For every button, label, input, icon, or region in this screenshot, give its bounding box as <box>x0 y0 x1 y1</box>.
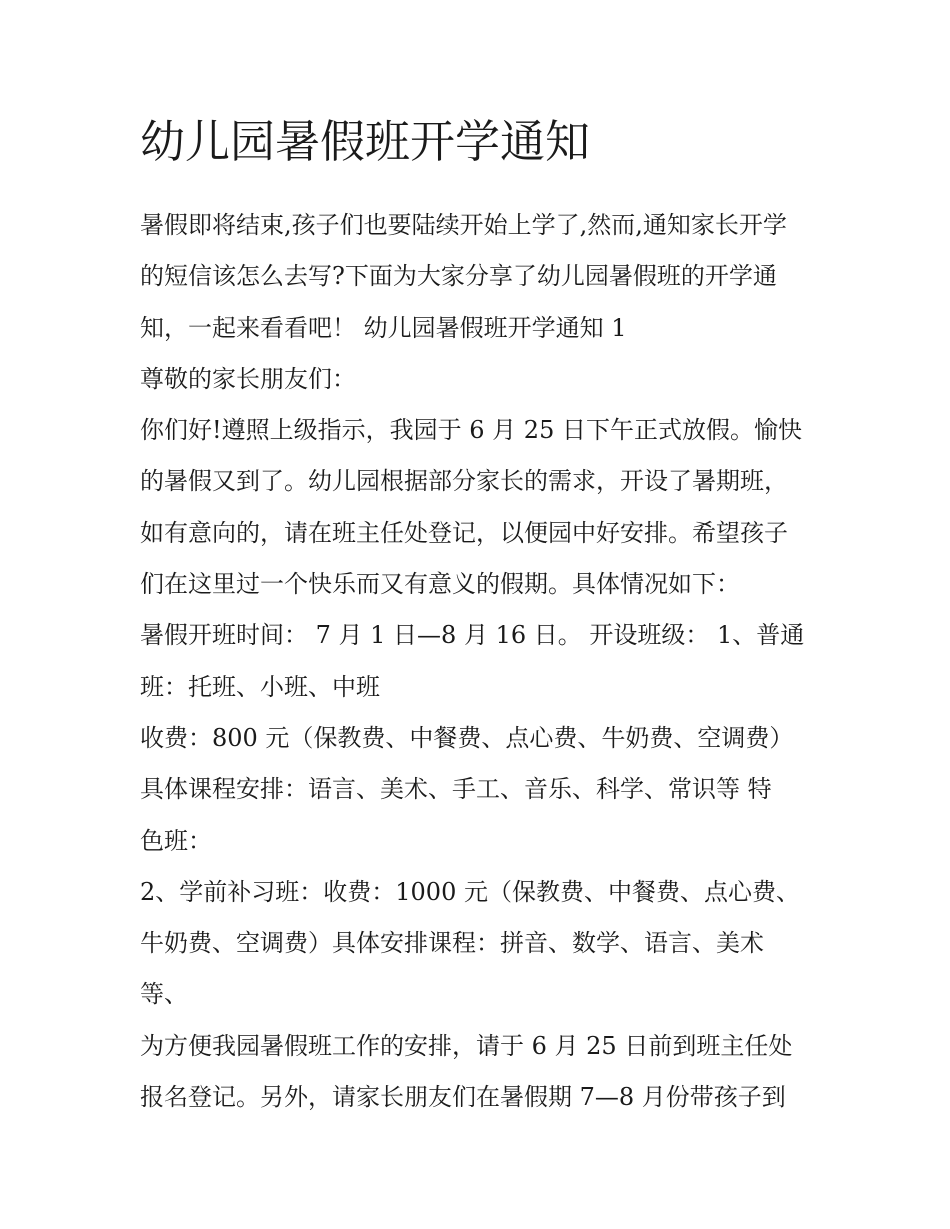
body-line: 报名登记。另外，请家长朋友们在暑假期 7—8 月份带孩子到 <box>140 1083 786 1112</box>
body-line: 牛奶费、空调费）具体安排课程：拼音、数学、语言、美术 <box>140 929 764 958</box>
body-line: 班：托班、小班、中班 <box>140 672 380 701</box>
body-line: 为方便我园暑假班工作的安排，请于 6 月 25 日前到班主任处 <box>140 1031 793 1060</box>
body-line: 收费：800 元（保教费、中餐费、点心费、牛奶费、空调费） <box>140 723 794 752</box>
body-line: 们在这里过一个快乐而又有意义的假期。具体情况如下： <box>140 570 740 599</box>
document-title: 幼儿园暑假班开学通知 <box>140 115 591 168</box>
body-line: 尊敬的家长朋友们： <box>140 364 356 393</box>
body-line: 色班： <box>140 826 212 855</box>
body-line: 你们好!遵照上级指示，我园于 6 月 25 日下午正式放假。愉快 <box>140 416 802 445</box>
body-line: 如有意向的，请在班主任处登记，以便园中好安排。希望孩子 <box>140 518 788 547</box>
body-line: 的短信该怎么去写?下面为大家分享了幼儿园暑假班的开学通 <box>140 262 777 291</box>
body-line: 暑假即将结束,孩子们也要陆续开始上学了,然而,通知家长开学 <box>140 211 787 239</box>
body-line: 2、学前补习班：收费：1000 元（保教费、中餐费、点心费、 <box>140 877 800 906</box>
body-line: 的暑假又到了。幼儿园根据部分家长的需求，开设了暑期班， <box>140 467 788 496</box>
body-line: 暑假开班时间： 7 月 1 日—8 月 16 日。 开设班级： 1、普通 <box>140 621 805 650</box>
body-line: 等、 <box>140 980 188 1009</box>
body-line: 具体课程安排：语言、美术、手工、音乐、科学、常识等 特 <box>140 775 772 804</box>
body-line: 知，一起来看看吧！ 幼儿园暑假班开学通知 1 <box>140 313 627 342</box>
document-body <box>140 200 820 1123</box>
